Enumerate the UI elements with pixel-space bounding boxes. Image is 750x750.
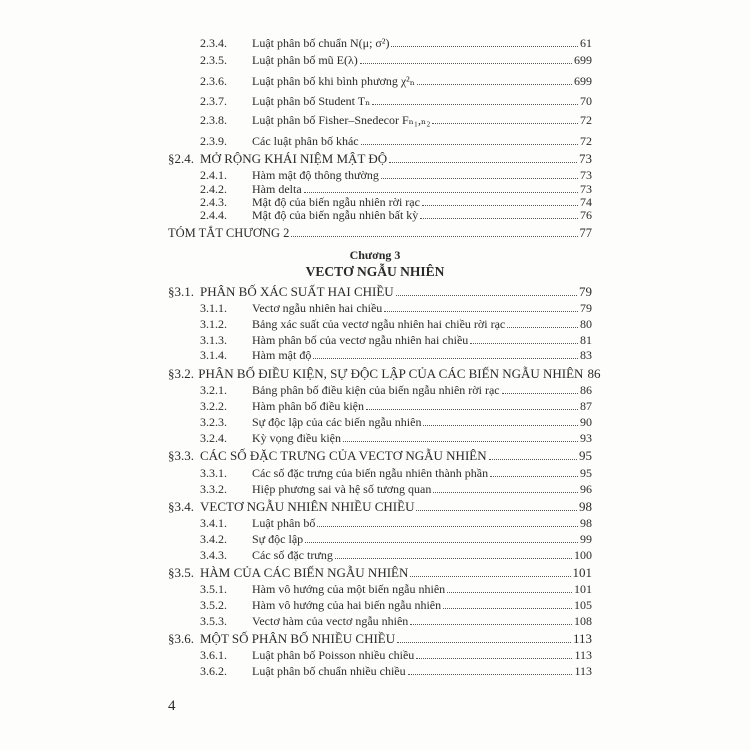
entry-number: 2.3.6. [200, 74, 227, 88]
toc-entry [0, 112, 750, 128]
entry-number: §2.4. [168, 151, 194, 166]
entry-title: Sự độc lập [252, 532, 304, 546]
entry-page: 77 [579, 226, 592, 240]
entry-page: 74 [580, 195, 592, 209]
entry-title: Luật phân bố Poisson nhiều chiều [252, 648, 415, 662]
dot-leader [432, 123, 578, 124]
entry-title: Mật độ của biến ngẫu nhiên rời rạc [252, 195, 420, 209]
dot-leader [410, 576, 570, 577]
entry-page: 93 [580, 431, 592, 445]
entry-number: 3.2.2. [200, 399, 227, 413]
entry-number: 3.3.1. [200, 466, 227, 480]
entry-page: 90 [580, 415, 592, 429]
toc-entry [0, 663, 750, 679]
dot-leader [384, 311, 578, 312]
entry-page: 73 [579, 151, 592, 166]
entry-page: 76 [580, 208, 592, 222]
toc-entry [0, 647, 750, 663]
entry-page: 699 [574, 74, 592, 88]
entry-page: 83 [580, 348, 592, 362]
dot-leader [305, 542, 578, 543]
dot-leader [422, 205, 578, 206]
dot-leader [410, 624, 572, 625]
entry-title: Bảng xác suất của vectơ ngẫu nhiên hai chiều rời rạc [252, 317, 506, 331]
entry-title: Hàm delta [252, 182, 302, 196]
toc-entry [0, 133, 750, 149]
entry-page: 79 [580, 301, 592, 315]
entry-title: CÁC SỐ ĐẶC TRƯNG CỦA VECTƠ NGẪU NHIÊN [200, 448, 487, 463]
entry-page: 105 [574, 598, 592, 612]
entry-title: MỞ RỘNG KHÁI NIỆM MẬT ĐỘ [200, 151, 388, 166]
toc-entry [0, 382, 750, 398]
entry-title: Các số đặc trưng của biến ngẫu nhiên thành phần [252, 466, 489, 480]
dot-leader [381, 178, 578, 179]
entry-number: 3.4.3. [200, 548, 227, 562]
toc-entry [0, 481, 750, 497]
entry-page: 98 [580, 516, 592, 530]
toc-entry [0, 613, 750, 629]
dot-leader [433, 492, 578, 493]
dot-leader [391, 46, 578, 47]
entry-title: Sự độc lập của các biến ngẫu nhiên [252, 415, 422, 429]
toc-entry [0, 300, 750, 316]
entry-page: 113 [574, 648, 592, 662]
toc-entry [0, 531, 750, 547]
dot-leader [343, 441, 578, 442]
toc-entry [0, 35, 750, 51]
dot-leader [417, 84, 572, 85]
entry-page: 72 [580, 134, 592, 148]
entry-title: Luật phân bố mũ E(λ) [252, 53, 358, 67]
entry-title: Hàm vô hướng của hai biến ngẫu nhiên [252, 598, 442, 612]
entry-title: MỘT SỐ PHÂN BỐ NHIỀU CHIỀU [200, 631, 396, 646]
dot-leader [313, 358, 578, 359]
entry-page: 70 [580, 94, 592, 108]
entry-number: 2.3.9. [200, 134, 227, 148]
toc-entry [0, 448, 750, 464]
entry-number: §3.4. [168, 499, 194, 514]
dot-leader [291, 236, 577, 237]
entry-number: 3.5.3. [200, 614, 227, 628]
dot-leader [447, 592, 572, 593]
entry-page: 699 [574, 53, 592, 67]
toc-entry [0, 565, 750, 581]
entry-title: Hàm phân bố của vectơ ngẫu nhiên hai chiều [252, 333, 469, 347]
entry-number: 2.3.8. [200, 113, 227, 127]
entry-page: 101 [574, 582, 592, 596]
toc-entry [0, 52, 750, 68]
entry-page: 87 [580, 399, 592, 413]
page-number: 4 [168, 698, 176, 714]
entry-number: 3.1.1. [200, 301, 227, 315]
entry-title: Luật phân bố Fisher–Snedecor Fₙ₁,ₙ₂ [252, 113, 431, 127]
toc-entry [0, 398, 750, 414]
entry-number: 3.5.1. [200, 582, 227, 596]
toc-entry [0, 430, 750, 446]
toc-entry [0, 284, 750, 300]
entry-title: Luật phân bố Student Tₙ [252, 94, 371, 108]
dot-leader [408, 674, 573, 675]
entry-number: 3.4.1. [200, 516, 227, 530]
dot-leader [372, 104, 578, 105]
dot-leader [397, 642, 571, 643]
entry-number: 3.1.2. [200, 317, 227, 331]
entry-number: 3.3.2. [200, 482, 227, 496]
entry-page: 86 [587, 366, 601, 381]
entry-title: Hàm mật độ [252, 348, 312, 362]
entry-number: 2.3.7. [200, 94, 227, 108]
entry-title: Hàm mật độ thông thường [252, 168, 379, 182]
entry-title: Luật phân bố khi bình phương χ²ₙ [252, 74, 415, 88]
entry-page: 108 [574, 614, 592, 628]
entry-page: 113 [572, 631, 592, 646]
entry-number: 3.1.4. [200, 348, 227, 362]
dot-leader [443, 608, 572, 609]
entry-page: 99 [580, 532, 592, 546]
toc-entry [0, 499, 750, 515]
entry-title: Luật phân bố chuẩn N(μ; σ²) [252, 36, 390, 50]
toc-entry [0, 316, 750, 332]
entry-page: 86 [580, 383, 592, 397]
entry-title: Mật độ của biến ngẫu nhiên bất kỳ [252, 208, 419, 222]
dot-leader [360, 63, 572, 64]
toc-entry [0, 414, 750, 430]
entry-number: 2.4.2. [200, 182, 227, 196]
entry-title: TÓM TẮT CHƯƠNG 2 [168, 226, 290, 240]
entry-number: 2.4.4. [200, 208, 227, 222]
toc-entry [0, 465, 750, 481]
chapter-number: Chương 3 [349, 248, 401, 262]
entry-title: Hàm phân bố điều kiện [252, 399, 364, 413]
dot-leader [423, 425, 578, 426]
entry-number: 3.6.1. [200, 648, 227, 662]
entry-title: Vectơ hàm của vectơ ngẫu nhiên [252, 614, 409, 628]
toc-entry [0, 515, 750, 531]
entry-title: Các số đặc trưng [252, 548, 333, 562]
dot-leader [361, 144, 578, 145]
entry-number: 2.4.1. [200, 168, 227, 182]
toc-entry [0, 151, 750, 167]
entry-page: 81 [580, 333, 592, 347]
toc-entry [0, 347, 750, 363]
entry-page: 80 [580, 317, 592, 331]
entry-title: Vectơ ngẫu nhiên hai chiều [252, 301, 383, 315]
entry-number: 3.2.3. [200, 415, 227, 429]
dot-leader [420, 218, 578, 219]
dot-leader [304, 192, 578, 193]
chapter-title: VECTƠ NGẪU NHIÊN [305, 264, 445, 279]
entry-page: 72 [580, 113, 592, 127]
entry-title: HÀM CỦA CÁC BIẾN NGẪU NHIÊN [200, 565, 409, 580]
entry-title: VECTƠ NGẪU NHIÊN NHIỀU CHIỀU [200, 499, 415, 514]
entry-title: PHÂN BỐ ĐIỀU KIỆN, SỰ ĐỘC LẬP CỦA CÁC BIẾN NGẪU NHIÊN [198, 366, 584, 381]
entry-number: 3.5.2. [200, 598, 227, 612]
entry-number: 3.2.1. [200, 383, 227, 397]
dot-leader [317, 526, 578, 527]
entry-number: §3.6. [168, 631, 194, 646]
dot-leader [335, 558, 572, 559]
entry-page: 61 [580, 36, 592, 50]
dot-leader [416, 658, 572, 659]
toc-entry [0, 332, 750, 348]
entry-page: 98 [579, 499, 592, 514]
toc-entry [0, 93, 750, 109]
toc-entry [0, 225, 750, 241]
entry-page: 96 [580, 482, 592, 496]
dot-leader [416, 510, 577, 511]
entry-title: Luật phân bố chuẩn nhiều chiều [252, 664, 406, 678]
entry-page: 73 [580, 168, 592, 182]
dot-leader [366, 409, 578, 410]
entry-title: PHÂN BỐ XÁC SUẤT HAI CHIỀU [200, 284, 394, 299]
entry-number: 3.6.2. [200, 664, 227, 678]
entry-number: 2.3.4. [200, 36, 227, 50]
entry-number: 2.3.5. [200, 53, 227, 67]
toc-entry [0, 547, 750, 563]
entry-number: 3.4.2. [200, 532, 227, 546]
entry-page: 113 [574, 664, 592, 678]
entry-page: 101 [572, 565, 592, 580]
dot-leader [396, 295, 577, 296]
entry-page: 95 [579, 448, 592, 463]
dot-leader [502, 393, 578, 394]
dot-leader [470, 343, 578, 344]
entry-title: Kỳ vọng điều kiện [252, 431, 341, 445]
dot-leader [489, 459, 577, 460]
dot-leader [389, 162, 577, 163]
entry-title: Bảng phân bố điều kiện của biến ngẫu nhiên rời rạc [252, 383, 500, 397]
entry-number: 3.2.4. [200, 431, 227, 445]
entry-number: 3.1.3. [200, 333, 227, 347]
toc-entry [0, 581, 750, 597]
dot-leader [507, 327, 578, 328]
entry-number: §3.5. [168, 565, 194, 580]
entry-number: 2.4.3. [200, 195, 227, 209]
toc-entry [0, 73, 750, 89]
entry-title: Hàm vô hướng của một biến ngẫu nhiên [252, 582, 446, 596]
entry-title: Luật phân bố [252, 516, 316, 530]
entry-page: 79 [579, 284, 592, 299]
toc-entry [0, 631, 750, 647]
entry-number: §3.3. [168, 448, 194, 463]
entry-page: 95 [580, 466, 592, 480]
toc-entry [0, 597, 750, 613]
toc-entry [0, 207, 750, 223]
dot-leader [490, 476, 578, 477]
entry-number: §3.1. [168, 284, 194, 299]
toc-entry [0, 366, 750, 382]
entry-number: §3.2. [168, 366, 194, 381]
entry-title: Hiệp phương sai và hệ số tương quan [252, 482, 432, 496]
entry-page: 73 [580, 182, 592, 196]
entry-page: 100 [574, 548, 592, 562]
entry-title: Các luật phân bố khác [252, 134, 359, 148]
